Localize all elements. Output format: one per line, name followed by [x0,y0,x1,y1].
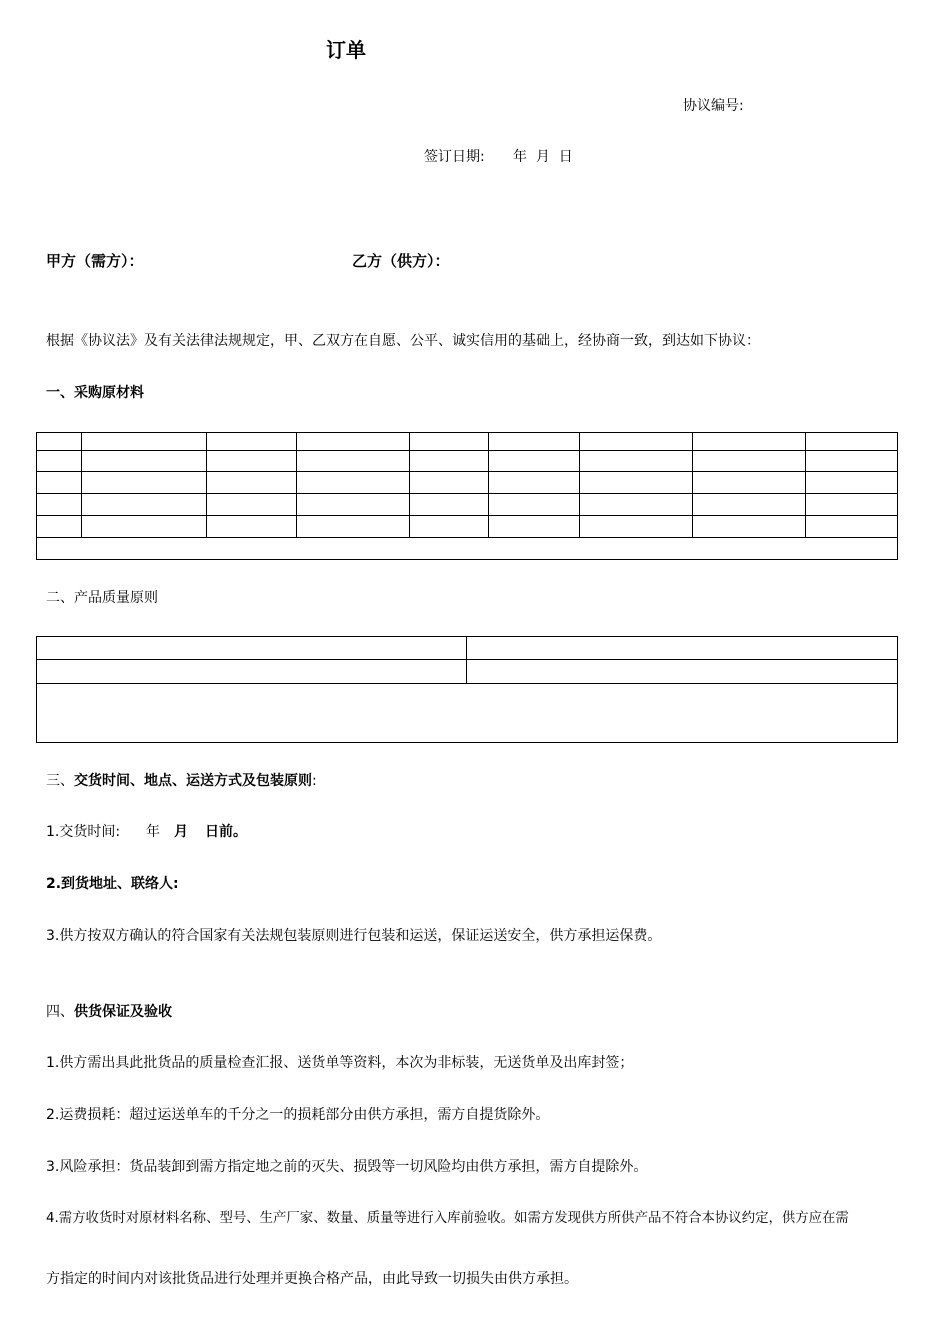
table-cell [410,516,489,538]
table-cell [82,451,207,472]
table-row [37,451,898,472]
sign-date-value: 年 月 日 [513,149,573,165]
section4-heading-prefix: 四、 [46,1004,74,1020]
table-cell [410,494,489,516]
table-row [37,660,898,684]
table-row [37,637,898,660]
clause-4-3: 3.风险承担：货品装卸到需方指定地之前的灭失、损毁等一切风险均由供方承担，需方自提除外。 [46,1159,648,1175]
packaging-clause: 3.供方按双方确认的符合国家有关法规包装原则进行包装和运送，保证运送安全，供方承担运保费。 [46,928,662,944]
table-cell [580,494,693,516]
table-cell [82,516,207,538]
table-cell [297,516,410,538]
table-cell [693,494,806,516]
table-cell [207,433,297,451]
table-cell [37,637,467,660]
table-cell [207,494,297,516]
section3-heading-prefix: 三、 [46,773,74,789]
table-cell [580,472,693,494]
table-cell [37,472,82,494]
table-cell [297,494,410,516]
table-cell [410,433,489,451]
table-cell [410,451,489,472]
table-row [37,433,898,451]
table-cell [207,451,297,472]
table-cell [207,472,297,494]
table-cell [489,472,580,494]
table-cell [806,451,898,472]
sign-date-label: 签订日期: [424,149,485,165]
table-cell [82,472,207,494]
quality-table [36,636,898,743]
agreement-number-label: 协议编号: [683,98,744,114]
table-cell [489,433,580,451]
clause-4-2: 2.运费损耗：超过运送单车的千分之一的损耗部分由供方承担，需方自提货除外。 [46,1107,550,1123]
table-row [37,538,898,560]
table-cell [693,472,806,494]
document-title: 订单 [326,38,366,62]
delivery-year: 年 [146,824,160,840]
table-cell [297,451,410,472]
table-cell [580,433,693,451]
table-cell [37,433,82,451]
table-cell [37,494,82,516]
section3-heading-suffix: : [312,773,317,789]
table-cell [693,433,806,451]
delivery-time-label: 1.交货时间: [46,824,121,840]
delivery-day: 日前。 [205,824,247,840]
table-row [37,494,898,516]
table-cell [693,451,806,472]
table-cell [806,516,898,538]
intro-paragraph: 根据《协议法》及有关法律法规规定，甲、乙双方在自愿、公平、诚实信用的基础上，经协商一致，到达如下协议： [46,333,760,349]
table-cell [806,433,898,451]
table-cell [297,472,410,494]
table-cell [37,538,898,560]
table-cell [693,516,806,538]
table-row [37,684,898,743]
table-row [37,516,898,538]
section2-heading: 二、产品质量原则 [46,590,158,606]
table-cell [580,451,693,472]
clause-4-4-line2: 方指定的时间内对该批货品进行处理并更换合格产品，由此导致一切损失由供方承担。 [46,1271,578,1287]
table-cell [82,433,207,451]
table-cell [580,516,693,538]
delivery-month: 月 [174,824,188,840]
table-cell [207,516,297,538]
clause-4-1: 1.供方需出具此批货品的质量检查汇报、送货单等资料，本次为非标装，无送货单及出库封签； [46,1055,634,1071]
table-cell [806,494,898,516]
table-cell [467,637,898,660]
materials-table [36,432,898,560]
table-cell [806,472,898,494]
party-b-label: 乙方（供方）： [352,252,450,270]
party-a-label: 甲方（需方）： [46,252,144,270]
table-cell [467,660,898,684]
section4-heading-title: 供货保证及验收 [74,1004,172,1020]
section1-heading: 一、采购原材料 [46,385,144,401]
table-cell [37,451,82,472]
table-cell [489,516,580,538]
table-cell [37,516,82,538]
table-row [37,472,898,494]
table-cell [82,494,207,516]
table-cell [297,433,410,451]
section4-heading [46,1005,172,1019]
table-cell [37,660,467,684]
section3-heading [46,774,317,788]
delivery-address-label: 2.到货地址、联络人: [46,876,179,892]
table-cell [489,451,580,472]
section3-heading-title: 交货时间、地点、运送方式及包装原则 [74,773,312,789]
table-cell [37,684,898,743]
table-cell [410,472,489,494]
clause-4-4-line1: 4.需方收货时对原材料名称、型号、生产厂家、数量、质量等进行入库前验收。如需方发现供方所供产品不符合本协议约定，供方应在需 [46,1211,849,1226]
table-cell [489,494,580,516]
